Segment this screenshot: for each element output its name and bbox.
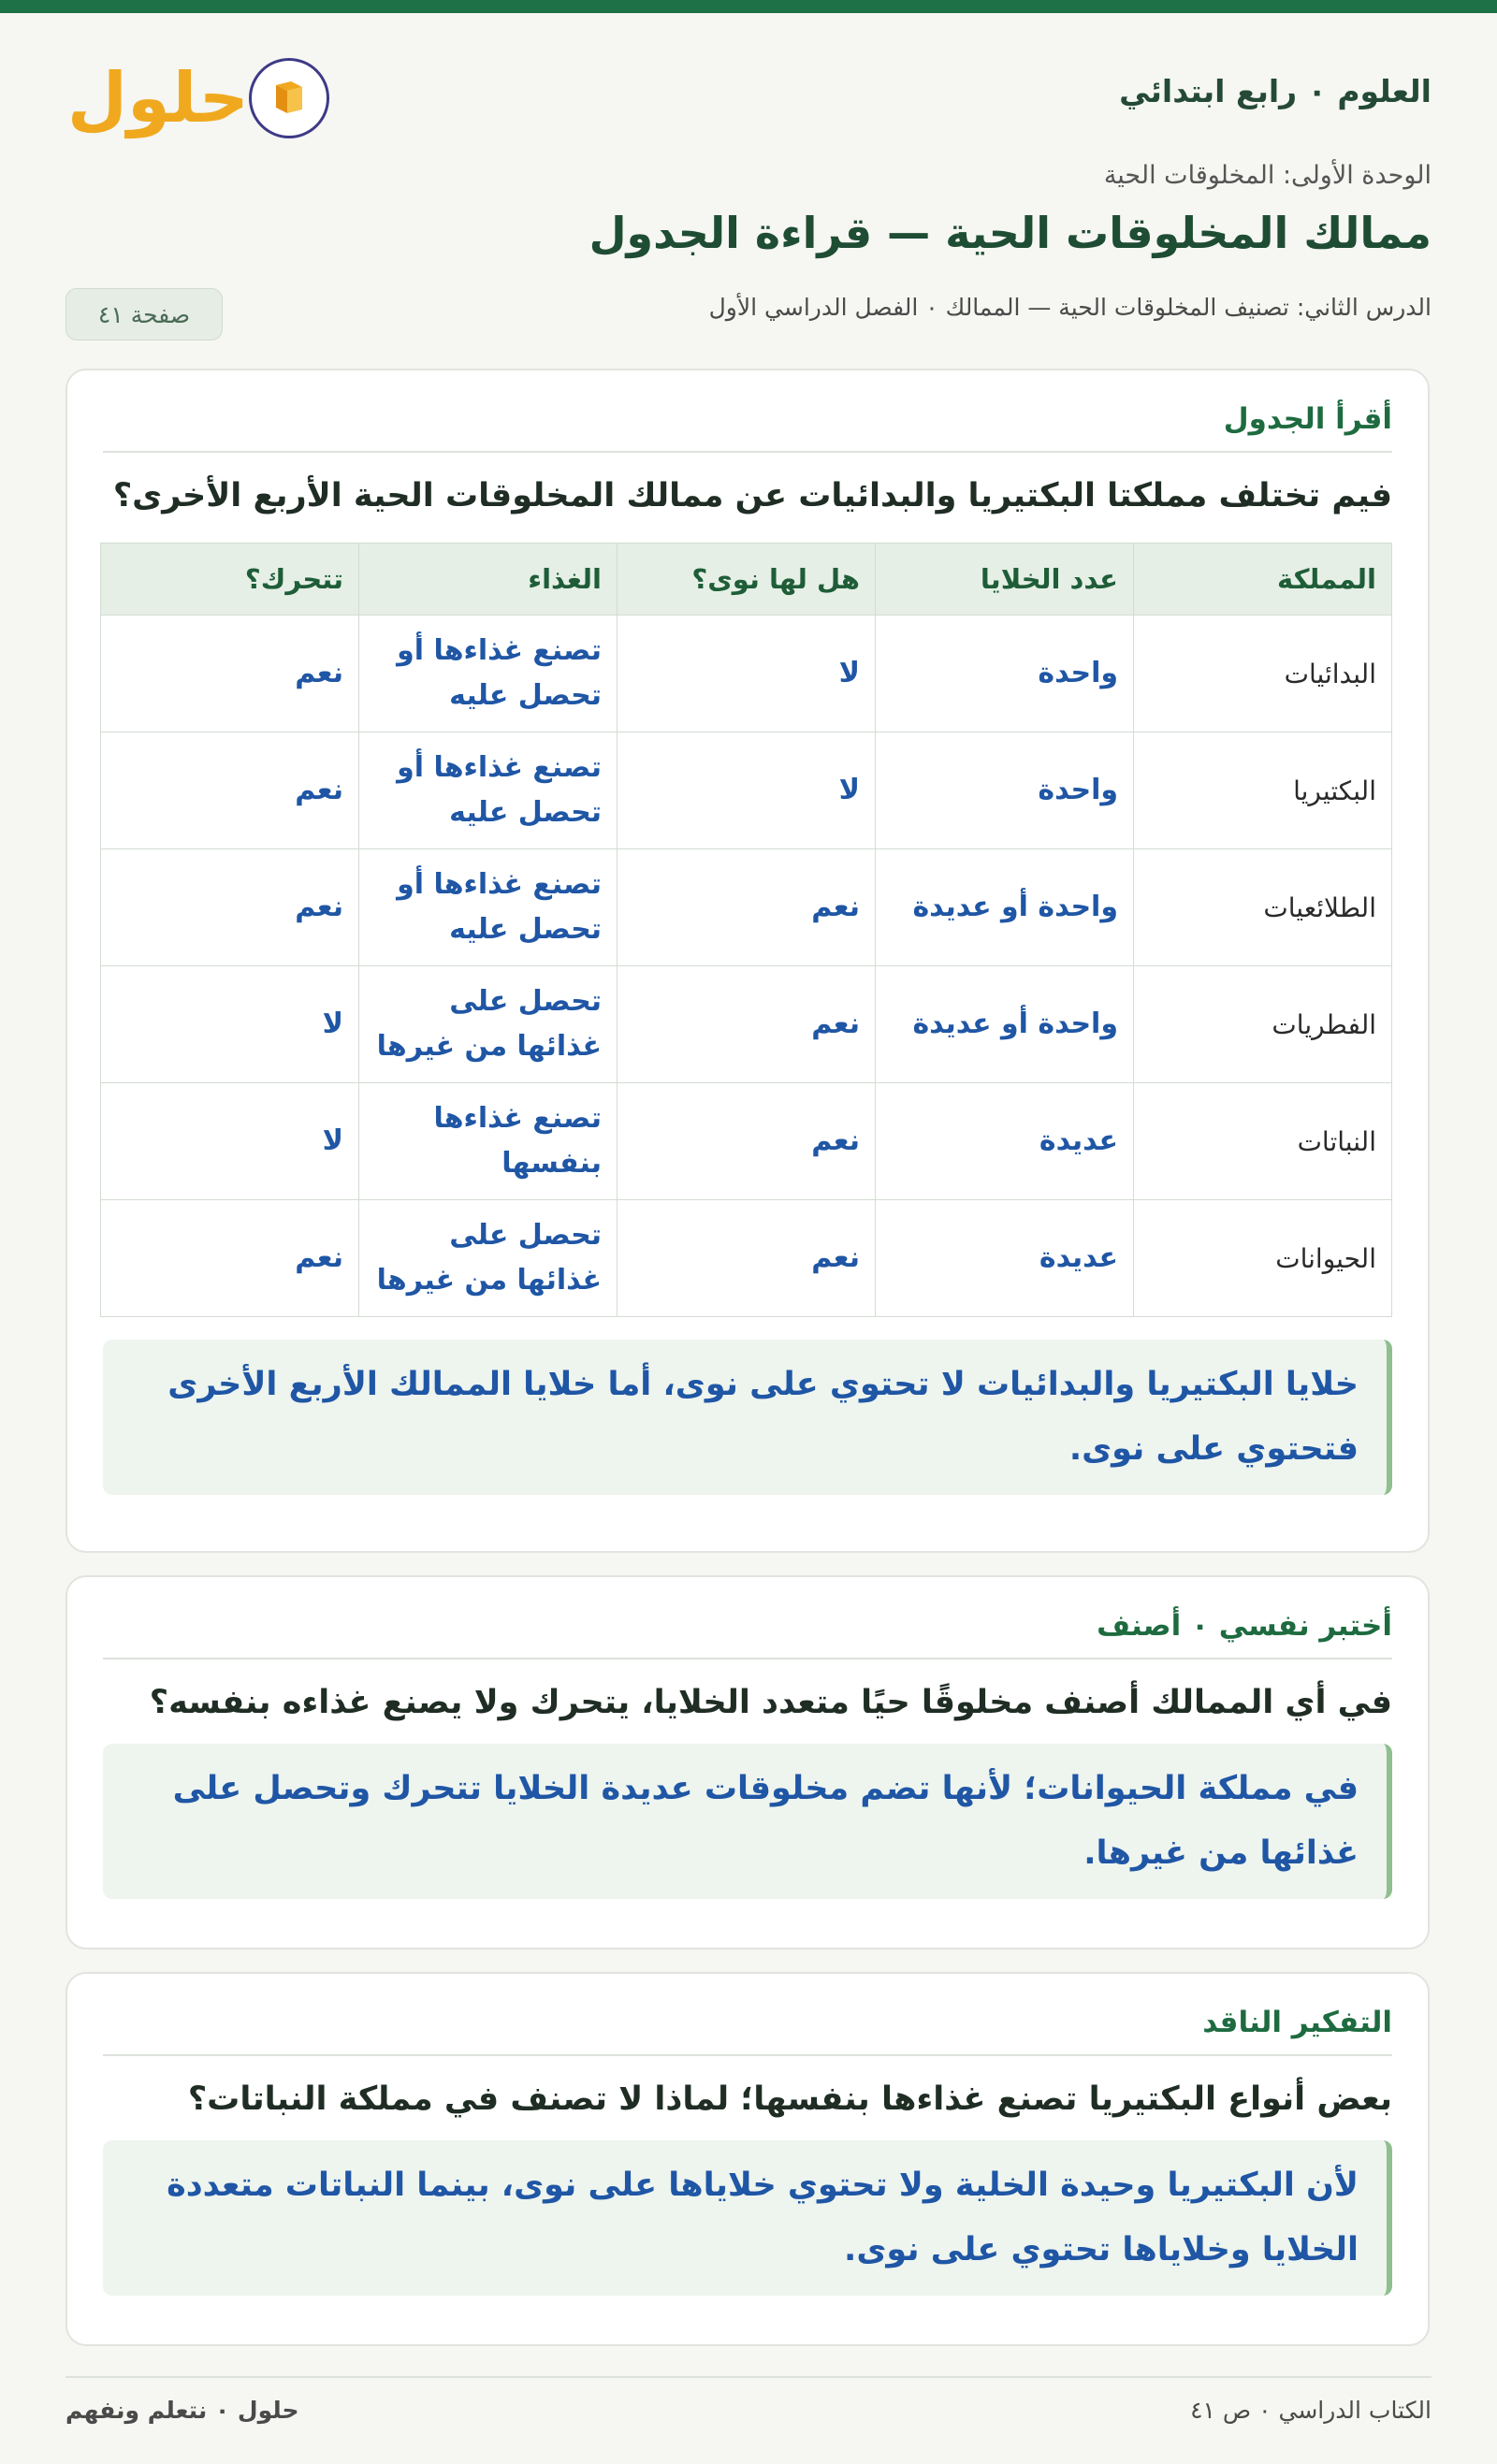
cells-cell: واحدة أو عديدة: [876, 966, 1134, 1083]
moves-cell: نعم: [101, 849, 359, 966]
book-icon: [249, 58, 329, 138]
site-logo[interactable]: [65, 47, 337, 150]
table-row: [101, 849, 1392, 966]
answer-box: في مملكة الحيوانات؛ لأنها تضم مخلوقات عديدة الخلايا تتحرك وتحصل على غذائها من غيرها.: [103, 1744, 1392, 1899]
moves-cell: لا: [101, 966, 359, 1083]
kingdom-cell: البدائيات: [1134, 616, 1392, 732]
table-row: [101, 732, 1392, 849]
top-accent-bar: [0, 0, 1497, 13]
kingdoms-table: [100, 543, 1392, 1317]
question-text: في أي الممالك أصنف مخلوقًا حيًا متعدد الخلايا، يتحرك ولا يصنع غذاءه بنفسه؟: [149, 1684, 1392, 1721]
food-cell: تصنع غذاءها أو تحصل عليه: [359, 732, 618, 849]
column-header-food: الغذاء: [359, 544, 618, 616]
table-row: [101, 616, 1392, 732]
kingdom-cell: البكتيريا: [1134, 732, 1392, 849]
nucleus-cell: لا: [618, 732, 876, 849]
nucleus-cell: نعم: [618, 1083, 876, 1200]
footer-divider: [65, 2376, 1432, 2378]
nucleus-cell: نعم: [618, 966, 876, 1083]
cells-cell: واحدة أو عديدة: [876, 849, 1134, 966]
footer-brand: حلول ٠ نتعلم ونفهم: [65, 2397, 299, 2424]
food-cell: تصنع غذاءها أو تحصل عليه: [359, 849, 618, 966]
food-cell: تصنع غذاءها بنفسها: [359, 1083, 618, 1200]
nucleus-cell: نعم: [618, 1200, 876, 1317]
moves-cell: نعم: [101, 732, 359, 849]
page-title: ممالك المخلوقات الحية — قراءة الجدول: [589, 208, 1432, 258]
subject-title: العلوم ٠ رابع ابتدائي: [1119, 73, 1432, 109]
critical-thinking-card: [65, 1972, 1430, 2346]
moves-cell: نعم: [101, 1200, 359, 1317]
column-header-kingdom: المملكة: [1134, 544, 1392, 616]
kingdom-cell: الفطريات: [1134, 966, 1392, 1083]
kingdom-cell: الطلائعيات: [1134, 849, 1392, 966]
nucleus-cell: لا: [618, 616, 876, 732]
moves-cell: نعم: [101, 616, 359, 732]
cells-cell: واحدة: [876, 616, 1134, 732]
section-heading: التفكير الناقد: [103, 1974, 1392, 2056]
table-row: [101, 966, 1392, 1083]
question-text: فيم تختلف مملكتا البكتيريا والبدائيات عن ممالك المخلوقات الحية الأربع الأخرى؟: [112, 477, 1392, 515]
column-header-cells: عدد الخلايا: [876, 544, 1134, 616]
food-cell: تصنع غذاءها أو تحصل عليه: [359, 616, 618, 732]
section-heading: أقرأ الجدول: [103, 370, 1392, 453]
unit-label: الوحدة الأولى: المخلوقات الحية: [1103, 161, 1432, 190]
food-cell: تحصل على غذائها من غيرها: [359, 1200, 618, 1317]
read-table-card: [65, 369, 1430, 1553]
cells-cell: عديدة: [876, 1200, 1134, 1317]
nucleus-cell: نعم: [618, 849, 876, 966]
classify-card: [65, 1575, 1430, 1949]
footer-book-page: الكتاب الدراسي ٠ ص ٤١: [1190, 2397, 1432, 2424]
cells-cell: واحدة: [876, 732, 1134, 849]
question-text: بعض أنواع البكتيريا تصنع غذاءها بنفسها؛ لماذا لا تصنف في مملكة النباتات؟: [187, 2080, 1392, 2118]
moves-cell: لا: [101, 1083, 359, 1200]
table-row: [101, 1083, 1392, 1200]
food-cell: تحصل على غذائها من غيرها: [359, 966, 618, 1083]
section-heading: أختبر نفسي ٠ أصنف: [103, 1577, 1392, 1660]
kingdom-cell: النباتات: [1134, 1083, 1392, 1200]
cells-cell: عديدة: [876, 1083, 1134, 1200]
page-number-badge: صفحة ٤١: [65, 288, 223, 341]
answer-box: لأن البكتيريا وحيدة الخلية ولا تحتوي خلاياها على نوى، بينما النباتات متعددة الخلايا وخلاياها تحتوي على نوى.: [103, 2140, 1392, 2296]
page-header: [65, 47, 1432, 346]
lesson-label: الدرس الثاني: تصنيف المخلوقات الحية — الممالك ٠ الفصل الدراسي الأول: [708, 294, 1432, 321]
column-header-nucleus: هل لها نوى؟: [618, 544, 876, 616]
logo-wordmark: حلول: [66, 58, 249, 138]
table-header-row: [101, 544, 1392, 616]
answer-box: خلايا البكتيريا والبدائيات لا تحتوي على نوى، أما خلايا الممالك الأربع الأخرى فتحتوي على نوى.: [103, 1340, 1392, 1495]
table-row: [101, 1200, 1392, 1317]
column-header-moves: تتحرك؟: [101, 544, 359, 616]
kingdom-cell: الحيوانات: [1134, 1200, 1392, 1317]
